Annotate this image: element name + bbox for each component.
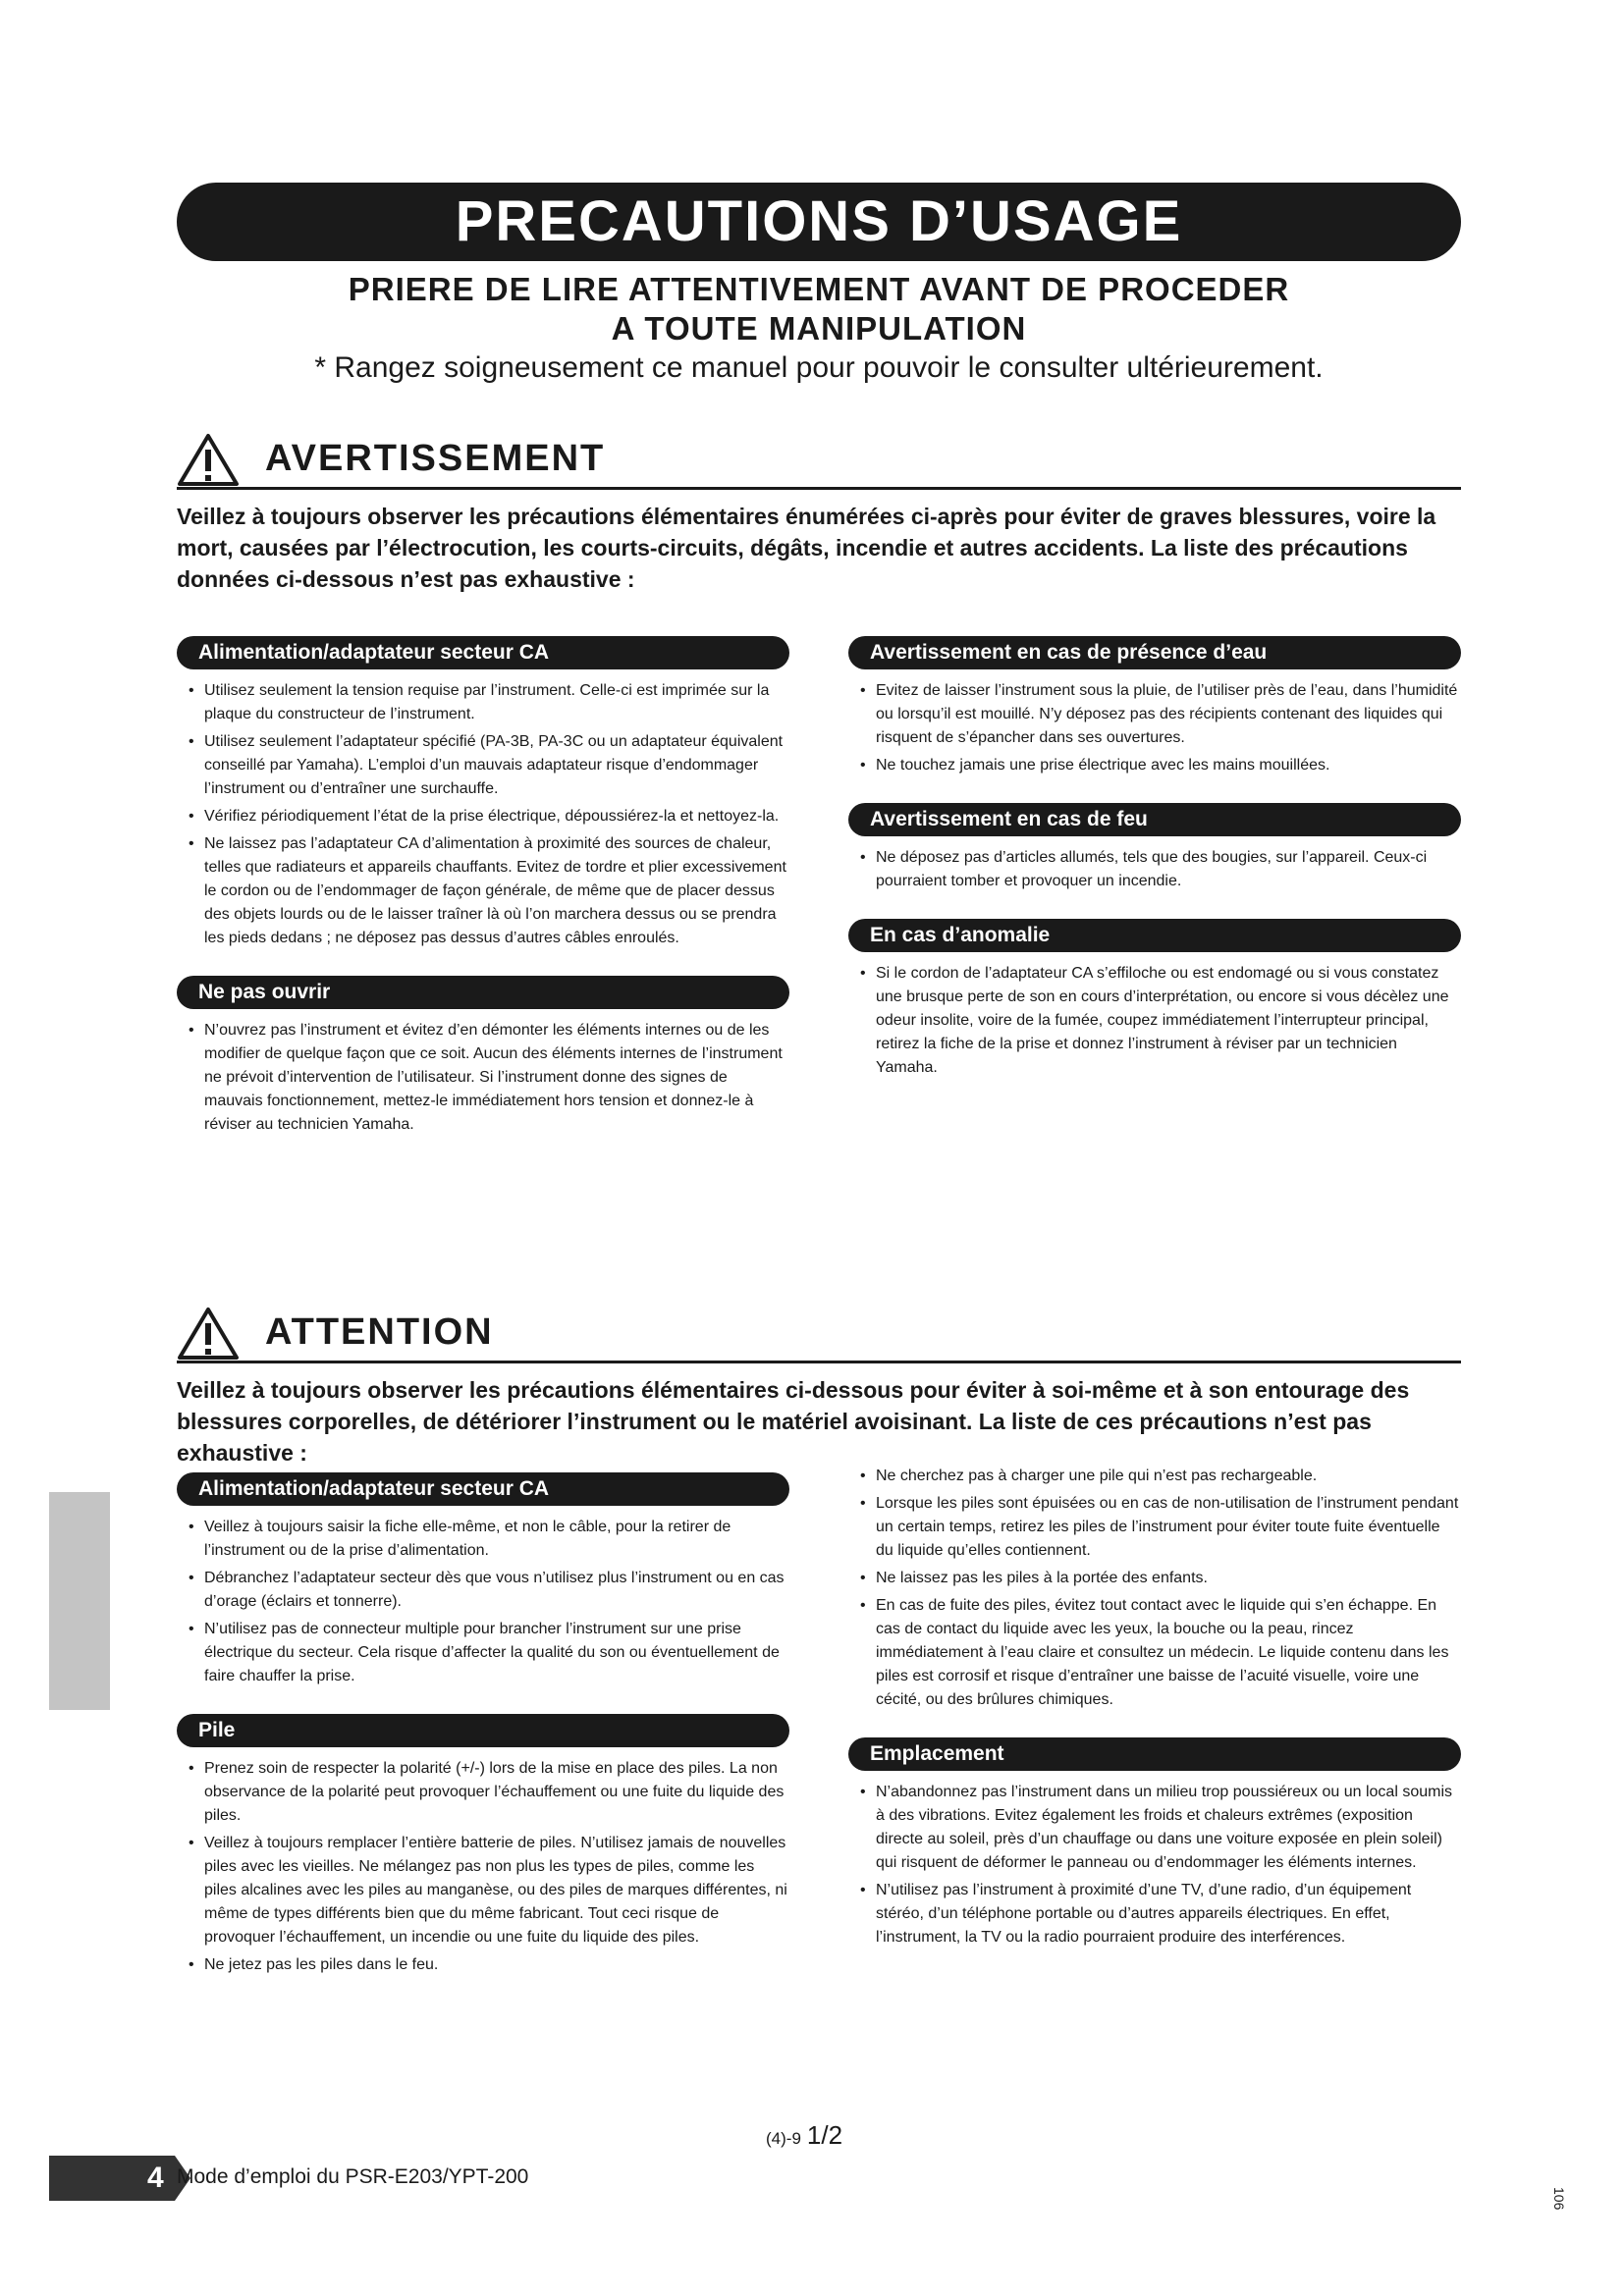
list-item: • Utilisez seulement la tension requise par l’instrument. Celle-ci est imprimée sur la plaque du constructeur de l’instrument.: [177, 679, 789, 726]
page-code: [766, 2120, 842, 2151]
subtitle-line-1: PRIERE DE LIRE ATTENTIVEMENT AVANT DE PROCEDER: [348, 271, 1290, 307]
box-title: En cas d’anomalie: [848, 919, 1461, 952]
warning-title: AVERTISSEMENT: [265, 438, 606, 479]
caution-battery-box: [177, 1714, 789, 1977]
box-title: Alimentation/adaptateur secteur CA: [177, 636, 789, 669]
box-title: Avertissement en cas de présence d’eau: [848, 636, 1461, 669]
caution-power-box: [177, 1472, 789, 1688]
list-item: • Ne jetez pas les piles dans le feu.: [177, 1953, 789, 1977]
page-banner: PRECAUTIONS D’USAGE: [177, 183, 1461, 261]
list-item: • Prenez soin de respecter la polarité (+/-) lors de la mise en place des piles. La non observance de la polarité peut provoquer l’échauffement ou une fuite du liquide des piles.: [177, 1757, 789, 1828]
warning-water-box: [848, 636, 1461, 777]
list-item: • N’utilisez pas de connecteur multiple pour brancher l’instrument sur une prise électrique du secteur. Cela risque d’affecter la qualité du son ou éventuellement de faire chauffer la prise.: [177, 1618, 789, 1688]
list-item: • N’utilisez pas l’instrument à proximité d’une TV, d’une radio, d’un équipement stéréo, d’un téléphone portable ou d’autres appareils électriques. En effet, l’instrument, la TV ou la radio pourraient produire des interférences.: [848, 1879, 1461, 1949]
page-code-small: (4)-9: [766, 2129, 801, 2148]
list-item: • Veillez à toujours remplacer l’entière batterie de piles. N’utilisez jamais de nouvelles piles avec les vieilles. Ne mélangez pas non plus les types de piles, comme les piles alcalines avec les piles au manganèse, ou des piles de marques différentes, ni même de types différents bien que du même fabricant. Tout ceci risque de provoquer l’échauffement, un incendie ou une fuite du liquide des piles.: [177, 1832, 789, 1949]
side-number: 106: [1551, 2187, 1567, 2211]
warning-triangle-icon: [177, 1306, 240, 1365]
caution-section-header: [177, 1306, 1461, 1363]
caution-right-column: [848, 1465, 1461, 1975]
list-item: • Ne laissez pas l’adaptateur CA d’alimentation à proximité des sources de chaleur, telles que radiateurs et appareils chauffants. Evitez de tordre et plier excessivement le cordon ou de l’endommager de façon générale, de même que de placer dessus des objets lourds ou de le laisser traîner là où l’on marchera dessus ou se prendra les pieds dedans ; ne déposez pas dessus d’autres câbles enroulés.: [177, 832, 789, 950]
warning-no-open-box: [177, 976, 789, 1137]
side-tab-marker: [49, 1492, 110, 1710]
list-item: • En cas de fuite des piles, évitez tout contact avec le liquide qui s’en échappe. En cas de contact du liquide avec les yeux, la bouche ou la peau, rincez immédiatement à l’eau claire et consultez un médecin. Le liquide contenu dans les piles est corrosif et risque d’entraîner une baisse de l’acuité visuelle, voire une cécité, ou des brûlures chimiques.: [848, 1594, 1461, 1712]
list-item: • Ne déposez pas d’articles allumés, tels que des bougies, sur l’appareil. Ceux-ci pourraient tomber et provoquer un incendie.: [848, 846, 1461, 893]
list-item: • Débranchez l’adaptateur secteur dès que vous n’utilisez plus l’instrument ou en cas d’orage (éclairs et tonnerre).: [177, 1567, 789, 1614]
box-title: Ne pas ouvrir: [177, 976, 789, 1009]
list-item: • N’abandonnez pas l’instrument dans un milieu trop poussiéreux ou un local soumis à des vibrations. Evitez également les froids et chaleurs extrêmes (exposition directe au soleil, près d’un chauffage ou dans une voiture exposée en plein soleil) qui risquent de déformer le panneau ou d’endommager les éléments internes.: [848, 1781, 1461, 1875]
box-title: Alimentation/adaptateur secteur CA: [177, 1472, 789, 1506]
list-item: • Evitez de laisser l’instrument sous la pluie, de l’utiliser près de l’eau, dans l’humidité ou lorsqu’il est mouillé. N’y déposez pas des récipients contenant des liquides qui risquent de s’épancher dans ses ouvertures.: [848, 679, 1461, 750]
warning-fire-box: [848, 803, 1461, 893]
warning-anomaly-box: [848, 919, 1461, 1080]
list-item: • Veillez à toujours saisir la fiche elle-même, et non le câble, pour la retirer de l’instrument ou de la prise d’alimentation.: [177, 1516, 789, 1563]
warning-power-box: [177, 636, 789, 950]
footer-page-number: 4: [147, 2162, 164, 2194]
warning-intro: Veillez à toujours observer les précautions élémentaires énumérées ci-après pour éviter de graves blessures, voire la mort, causées par l’électrocution, les courts-circuits, dégâts, incendie et autres accidents. La liste des précautions données ci-dessous n’est pas exhaustive :: [177, 504, 1436, 592]
page-code-main: 1/2: [806, 2120, 843, 2150]
list-item: • Vérifiez périodiquement l’état de la prise électrique, dépoussiérez-la et nettoyez-la.: [177, 805, 789, 828]
caution-location-box: [848, 1737, 1461, 1949]
subtitle-line-2: A TOUTE MANIPULATION: [611, 310, 1027, 347]
warning-triangle-icon: [177, 432, 240, 492]
list-item: • N’ouvrez pas l’instrument et évitez d’en démonter les éléments internes ou de les modifier de quelque façon que ce soit. Aucun des éléments internes de l’instrument ne prévoit d’intervention de l’utilisateur. Si l’instrument donne des signes de mauvais fonctionnement, mettez-le immédiatement hors tension et donnez-le à réviser au technicien Yamaha.: [177, 1019, 789, 1137]
list-item: • Ne touchez jamais une prise électrique avec les mains mouillées.: [848, 754, 1461, 777]
list-item: • Lorsque les piles sont épuisées ou en cas de non-utilisation de l’instrument pendant un certain temps, retirez les piles de l’instrument pour éviter toute fuite éventuelle du liquide qu’elles contiennent.: [848, 1492, 1461, 1563]
caution-battery-continued: [848, 1465, 1461, 1712]
box-title: Pile: [177, 1714, 789, 1747]
list-item: • Utilisez seulement l’adaptateur spécifié (PA-3B, PA-3C ou un adaptateur équivalent conseillé par Yamaha). L’emploi d’un mauvais adaptateur risque d’endommager l’instrument ou d’entraîner une surchauffe.: [177, 730, 789, 801]
caution-title: ATTENTION: [265, 1311, 494, 1353]
warning-left-column: [177, 636, 789, 1162]
warning-section-header: [177, 432, 1461, 490]
caution-left-column: [177, 1472, 789, 2002]
footer-text: Mode d’emploi du PSR-E203/YPT-200: [177, 2165, 529, 2188]
list-item: • Ne cherchez pas à charger une pile qui n’est pas rechargeable.: [848, 1465, 1461, 1488]
box-title: Emplacement: [848, 1737, 1461, 1771]
list-item: • Si le cordon de l’adaptateur CA s’effiloche ou est endomagé ou si vous constatez une brusque perte de son en cours d’interprétation, ou encore si vous décèlez une odeur insolite, voire de la fumée, coupez immédiatement l’interrupteur principal, retirez la fiche de la prise et donnez l’instrument à réviser par un technicien Yamaha.: [848, 962, 1461, 1080]
box-title: Avertissement en cas de feu: [848, 803, 1461, 836]
storage-note: * Rangez soigneusement ce manuel pour pouvoir le consulter ultérieurement.: [314, 351, 1324, 384]
caution-intro: Veillez à toujours observer les précautions élémentaires ci-dessous pour éviter à soi-même et à son entourage des blessures corporelles, de détériorer l’instrument ou le matériel avoisinant. La liste de ces précautions n’est pas exhaustive :: [177, 1377, 1410, 1466]
list-item: • Ne laissez pas les piles à la portée des enfants.: [848, 1567, 1461, 1590]
warning-right-column: [848, 636, 1461, 1105]
